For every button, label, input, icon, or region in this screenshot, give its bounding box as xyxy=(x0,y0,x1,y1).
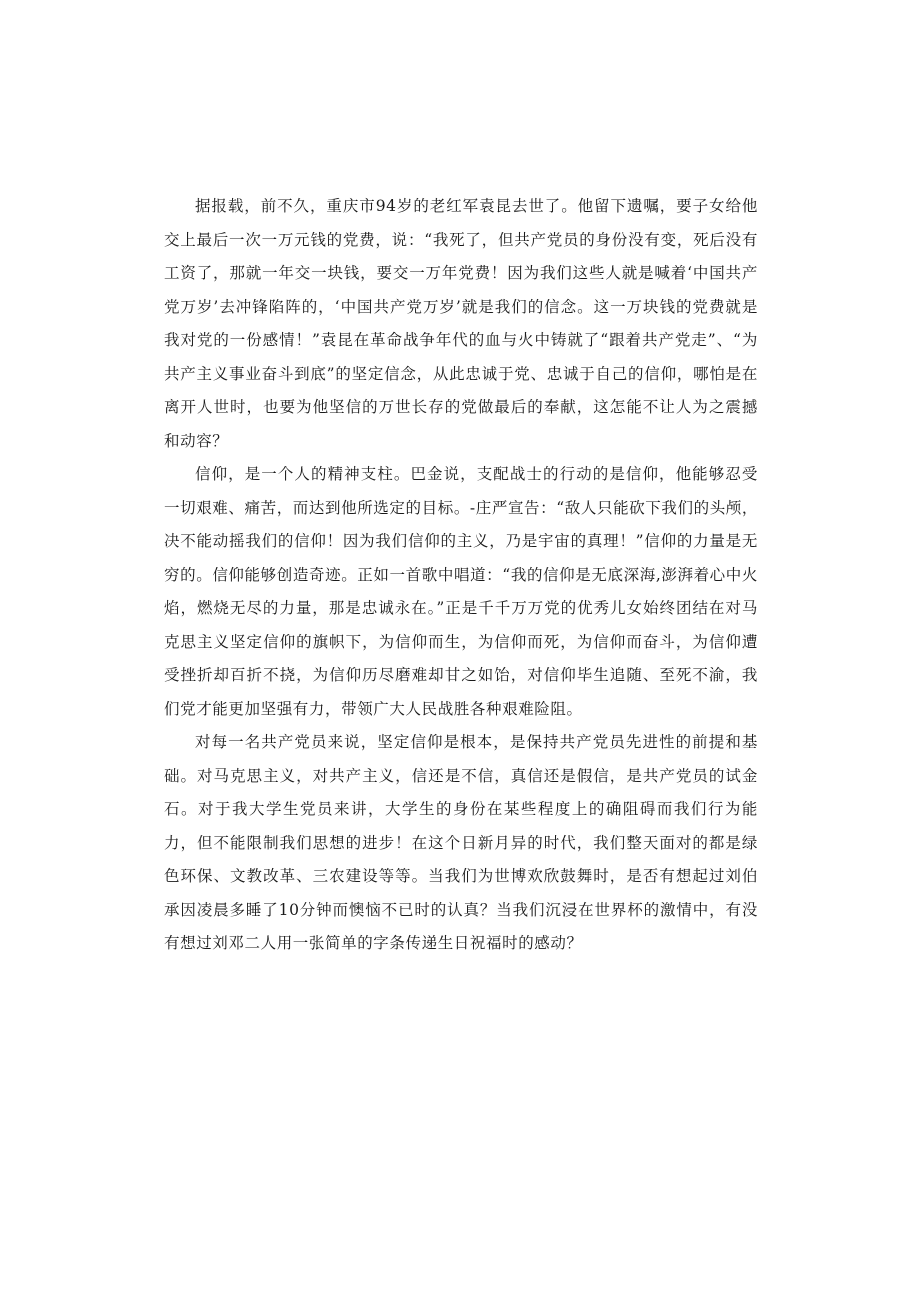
article-body xyxy=(164,190,758,961)
paragraph-1: 据报载，前不久，重庆市94岁的老红军袁昆去世了。他留下遗嘱，要子女给他交上最后一次一万元钱的党费，说：“我死了，但共产党员的身份没有变，死后没有工资了，那就一年交一块钱，要交一万年党费！因为我们这些人就是喊着‘中国共产党万岁’去冲锋陷阵的，‘中国共产党万岁’就是我们的信念。这一万块钱的党费就是我对党的一份感情！”袁昆在革命战争年代的血与火中铸就了“跟着共产党走”、“为共产主义事业奋斗到底”的坚定信念，从此忠诚于党、忠诚于自己的信仰，哪怕是在离开人世时，也要为他坚信的万世长存的党做最后的奉献，这怎能不让人为之震撼和动容？ xyxy=(164,197,758,450)
paragraph-3: 对每一名共产党员来说，坚定信仰是根本，是保持共产党员先进性的前提和基础。对马克思主义，对共产主义，信还是不信，真信还是假信，是共产党员的试金石。对于我大学生党员来讲，大学生的身份在某些程度上的确阻碍而我们行为能力，但不能限制我们思想的进步！在这个日新月异的时代，我们整天面对的都是绿色环保、文教改革、三农建设等等。当我们为世博欢欣鼓舞时，是否有想起过刘伯承因凌晨多睡了10分钟而懊恼不已时的认真？当我们沉浸在世界杯的激情中，有没有想过刘邓二人用一张简单的字条传递生日祝福时的感动？ xyxy=(164,733,758,952)
paragraph-2: 信仰，是一个人的精神支柱。巴金说，支配战士的行动的是信仰，他能够忍受一切艰难、痛苦，而达到他所选定的目标。-庄严宣告：“敌人只能砍下我们的头颅，决不能动摇我们的信仰！因为我们信仰的主义，乃是宇宙的真理！”信仰的力量是无穷的。信仰能够创造奇迹。正如一首歌中唱道：“我的信仰是无底深海,澎湃着心中火焰，燃烧无尽的力量，那是忠诚永在。”正是千千万万党的优秀儿女始终团结在对马克思主义坚定信仰的旗帜下，为信仰而生，为信仰而死，为信仰而奋斗，为信仰遭受挫折却百折不挠，为信仰历尽磨难却甘之如饴，对信仰毕生追随、至死不渝，我们党才能更加坚强有力，带领广大人民战胜各种艰难险阻。 xyxy=(164,465,758,718)
